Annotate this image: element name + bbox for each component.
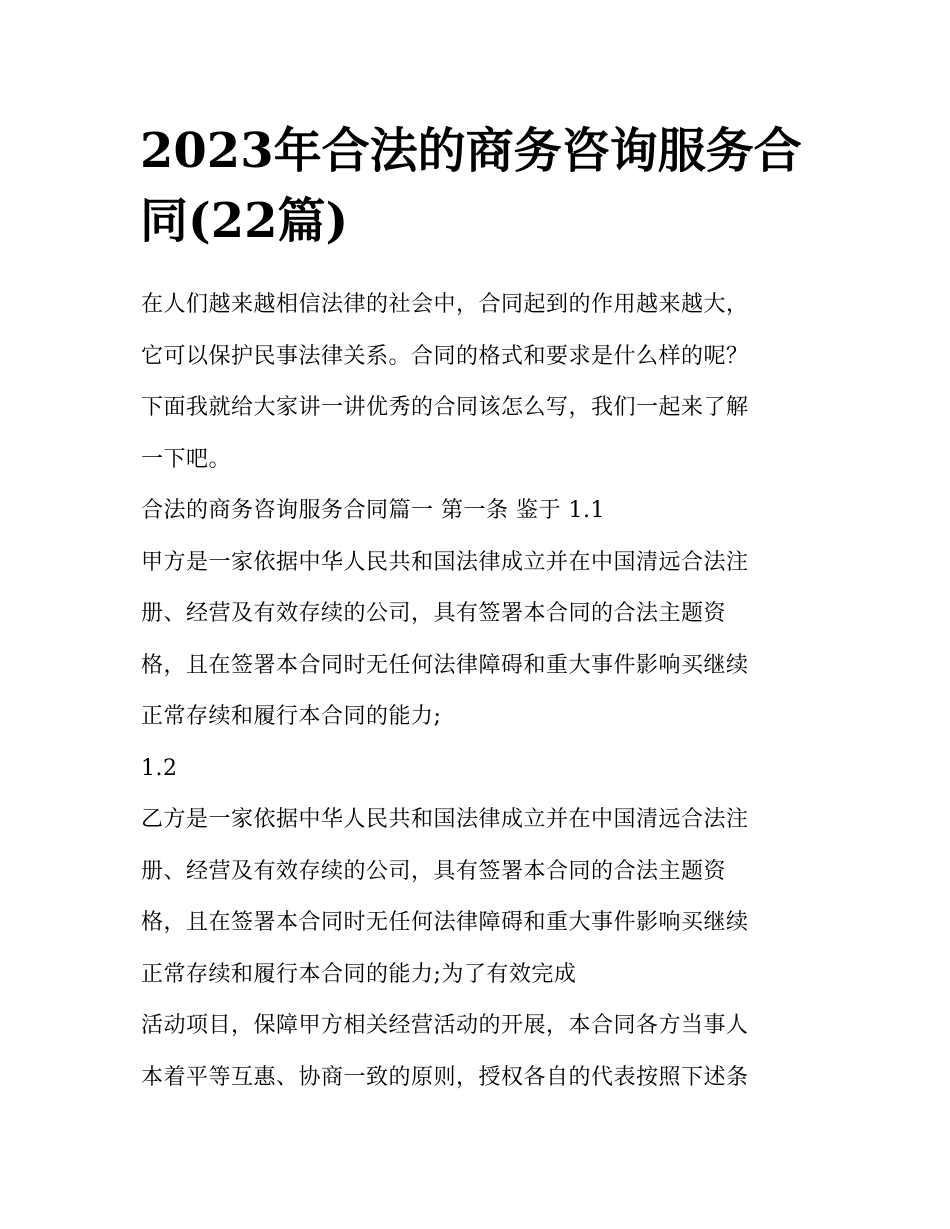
body-line: 一下吧。 (141, 446, 232, 472)
body-line: 正常存续和履行本合同的能力; (141, 704, 442, 729)
body-line: 格，且在签署本合同时无任何法律障碍和重大事件影响买继续 (141, 910, 749, 935)
body-line: 活动项目，保障甲方相关经营活动的开展，本合同各方当事人 (141, 1013, 749, 1038)
body-line: 本着平等互惠、协商一致的原则，授权各自的代表按照下述条 (141, 1064, 749, 1090)
body-line: 册、经营及有效存续的公司，具有签署本合同的合法主题资 (141, 858, 727, 884)
document-body (141, 279, 821, 1103)
body-line: 格，且在签署本合同时无任何法律障碍和重大事件影响买继续 (141, 652, 749, 678)
body-line: 下面我就给大家讲一讲优秀的合同该怎么写，我们一起来了解 (141, 395, 749, 420)
body-line: 册、经营及有效存续的公司，具有签署本合同的合法主题资 (141, 601, 727, 626)
title-line-2: 同(22篇) (140, 193, 349, 249)
body-line: 在人们越来越相信法律的社会中，合同起到的作用越来越大， (141, 292, 749, 317)
title-line-1: 2023年合法的商务咨询服务合 (140, 123, 802, 179)
body-line: 它可以保护民事法律关系。合同的格式和要求是什么样的呢？ (141, 343, 749, 369)
body-line: 甲方是一家依据中华人民共和国法律成立并在中国清远合法注 (141, 549, 749, 575)
clause-number: 1.2 (141, 755, 178, 781)
body-line: 正常存续和履行本合同的能力;为了有效完成 (141, 961, 577, 987)
body-line: 乙方是一家依据中华人民共和国法律成立并在中国清远合法注 (141, 807, 749, 832)
section-heading-line: 合法的商务咨询服务合同篇一 第一条 鉴于 1.1 (141, 498, 605, 523)
document-title (140, 116, 820, 256)
